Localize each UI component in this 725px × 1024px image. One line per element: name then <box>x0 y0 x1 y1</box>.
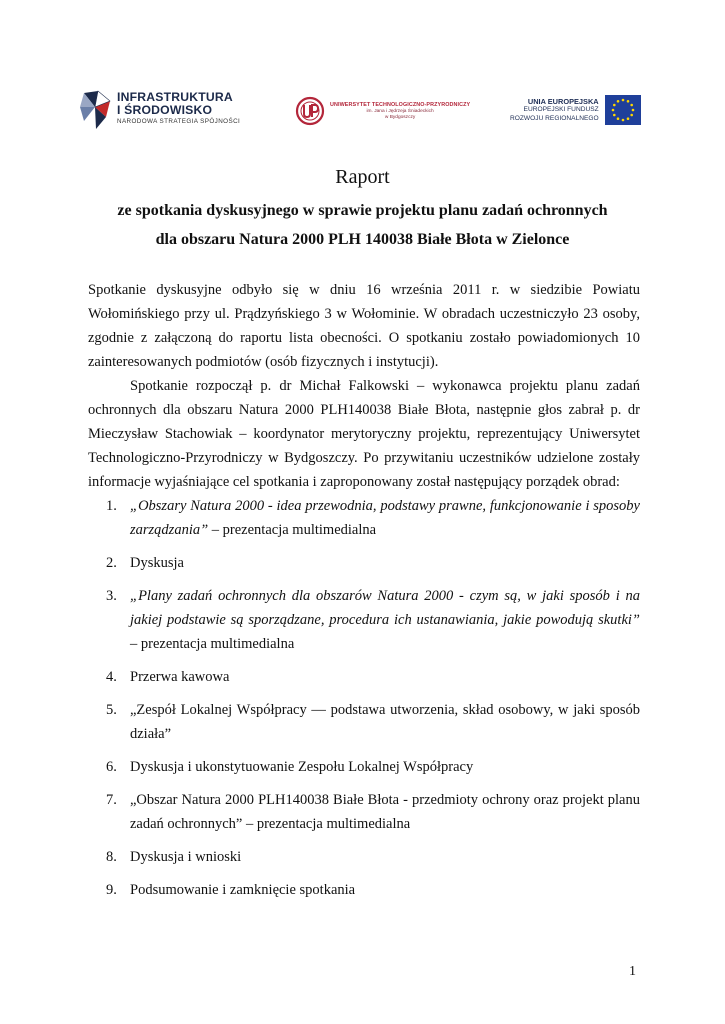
university-line1: UNIWERSYTET TECHNOLOGICZNO-PRZYRODNICZY <box>330 101 471 108</box>
agenda-item-text: Dyskusja i wnioski <box>130 849 242 865</box>
university-line3: w Bydgoszczy <box>384 114 416 120</box>
agenda-item <box>88 698 640 746</box>
infrastruktura-line3: NARODOWA STRATEGIA SPÓJNOŚCI <box>117 118 241 125</box>
agenda-list <box>88 494 640 902</box>
agenda-item-text: Dyskusja i ukonstytuowanie Zespołu Lokalnej Współpracy <box>130 759 474 775</box>
eu-logo <box>510 92 641 128</box>
agenda-item-text: – prezentacja multimedialna <box>130 636 295 652</box>
agenda-item-number: 1. <box>106 498 117 514</box>
star-logo-icon <box>78 87 112 131</box>
agenda-item-text: Podsumowanie i zamknięcie spotkania <box>130 882 356 898</box>
agenda-item-text: „Zespół Lokalnej Współpracy — podstawa utworzenia, skład osobowy, w jaki sposób działa” <box>130 702 640 742</box>
eu-line3: ROZWOJU REGIONALNEGO <box>510 114 599 122</box>
eu-line2: EUROPEJSKI FUNDUSZ <box>523 106 599 114</box>
agenda-item <box>88 665 640 689</box>
eu-flag-icon <box>605 95 641 125</box>
infrastruktura-line2: I ŚRODOWISKO <box>117 103 213 117</box>
agenda-item-number: 3. <box>106 588 117 604</box>
agenda-item-number: 8. <box>106 849 117 865</box>
agenda-item <box>88 584 640 656</box>
page-number: 1 <box>629 964 636 979</box>
agenda-item <box>88 494 640 542</box>
university-line2: im. Jana i Jędrzeja Śniadeckich <box>366 108 434 114</box>
infrastruktura-line1: INFRASTRUKTURA <box>117 90 233 104</box>
university-logo <box>295 94 470 128</box>
university-emblem-icon <box>295 95 325 127</box>
agenda-item-italic-text: „Obszary Natura 2000 - idea przewodnia, podstawy prawne, funkcjonowanie i sposoby zarządzania” <box>130 498 640 538</box>
eu-line1: UNIA EUROPEJSKA <box>527 97 599 107</box>
agenda-item <box>88 755 640 779</box>
agenda-item-italic-text: „Plany zadań ochronnych dla obszarów Natura 2000 - czym są, w jaki sposób i na jakiej podstawie są sporządzane, procedura ich ustanawiania, jakie powodują skutki” <box>130 588 640 628</box>
agenda-item-number: 9. <box>106 882 117 898</box>
report-title: Raport <box>335 166 390 188</box>
report-body <box>88 278 640 911</box>
agenda-item-number: 6. <box>106 759 117 775</box>
agenda-item-number: 4. <box>106 669 117 685</box>
agenda-item <box>88 788 640 836</box>
agenda-item-text: Dyskusja <box>130 555 184 571</box>
infrastruktura-logo <box>78 84 240 134</box>
logo-bar <box>0 84 725 134</box>
agenda-item-text: – prezentacja multimedialna <box>208 522 377 538</box>
report-subtitle-line2: dla obszaru Natura 2000 PLH 140038 Białe Błota w Zielonce <box>155 231 570 248</box>
agenda-item <box>88 878 640 902</box>
agenda-item-text: Przerwa kawowa <box>130 669 230 685</box>
agenda-item-number: 7. <box>106 792 117 808</box>
agenda-item-number: 5. <box>106 702 117 718</box>
agenda-item-text: „Obszar Natura 2000 PLH140038 Białe Błota - przedmioty ochrony oraz projekt planu zadań ochronnych” – prezentacja multimedialna <box>130 792 640 832</box>
paragraph-meeting-info: Spotkanie dyskusyjne odbyło się w dniu 16 września 2011 r. w siedzibie Powiatu Wołomińskiego przy ul. Prądzyńskiego 3 w Wołominie. W obradach uczestniczyło 23 osoby, zgodnie z załączoną do raportu lista obecności. O spotkaniu zostało powiadomionych 10 zainteresowanych podmiotów (osób fizycznych i instytucji). <box>88 282 640 370</box>
agenda-item <box>88 845 640 869</box>
report-subtitle-line1: ze spotkania dyskusyjnego w sprawie projektu planu zadań ochronnych <box>117 202 608 219</box>
agenda-item <box>88 551 640 575</box>
paragraph-meeting-opening: Spotkanie rozpoczął p. dr Michał Falkowski – wykonawca projektu planu zadań ochronnych dla obszaru Natura 2000 PLH140038 Białe Błota, następnie głos zabrał p. dr Mieczysław Stachowiak – koordynator merytoryczny projektu, reprezentujący Uniwersytet Technologiczno-Przyrodniczy w Bydgoszczy. Po przywitaniu uczestników udzielone zostały informacje wyjaśniające cel spotkania i zaproponowany został następujący porządek obrad: <box>88 378 640 490</box>
agenda-item-number: 2. <box>106 555 117 571</box>
